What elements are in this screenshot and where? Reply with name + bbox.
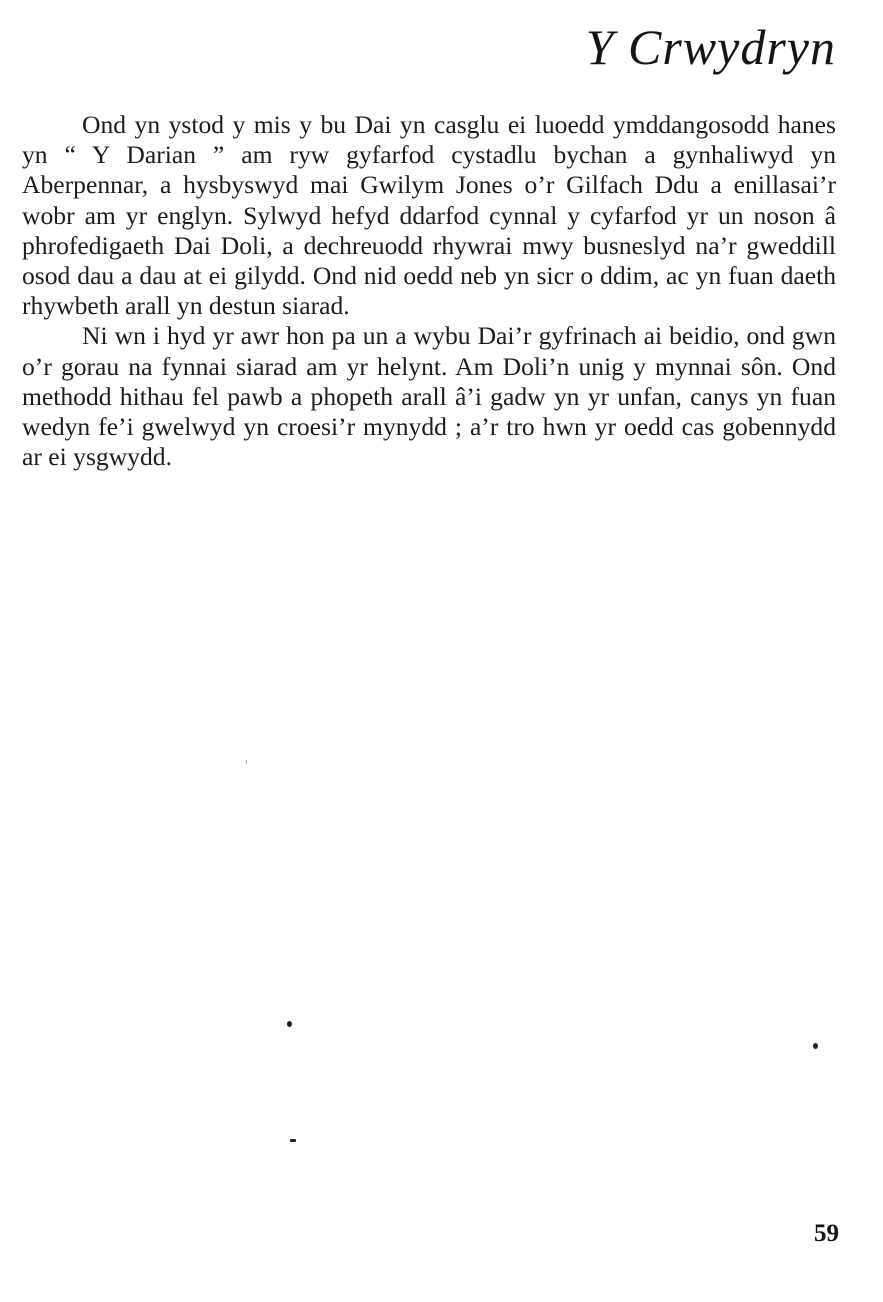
ink-speck: [287, 1021, 292, 1027]
paragraph: Ni wn i hyd yr awr hon pa un a wybu Dai’r gyfrinach ai beidio, ond gwn o’r gorau na fynnai siarad am yr helynt. Am Doli’n unig y mynnai sôn. Ond methodd hithau fel pawb a phopeth arall â’i gadw yn yr unfan, canys yn fuan wedyn fe’i gwelwyd yn croesi’r mynydd ; a’r tro hwn yr oedd cas gobennydd ar ei ysgwydd.: [22, 321, 836, 472]
ink-speck: [246, 760, 247, 764]
page-number: 59: [814, 1220, 839, 1247]
ink-speck: [290, 1139, 296, 1142]
running-title: Y Crwydryn: [585, 19, 836, 75]
paragraph: Ond yn ystod y mis y bu Dai yn casglu ei luoedd ymddangosodd hanes yn “ Y Darian ” am ryw gyfarfod cystadlu bychan a gynhaliwyd yn Aberpennar, a hysbyswyd mai Gwilym Jones o’r Gilfach Ddu a enillasai’r wobr am yr englyn. Sylwyd hefyd ddarfod cynnal y cyfarfod yr un noson â phrofedigaeth Dai Doli, a dechreuodd rhywrai mwy busneslyd na’r gweddill osod dau a dau at ei gilydd. Ond nid oedd neb yn sicr o ddim, ac yn fuan daeth rhywbeth arall yn destun siarad.: [22, 110, 836, 321]
ink-speck: [813, 1043, 818, 1049]
body-text: [22, 110, 836, 472]
